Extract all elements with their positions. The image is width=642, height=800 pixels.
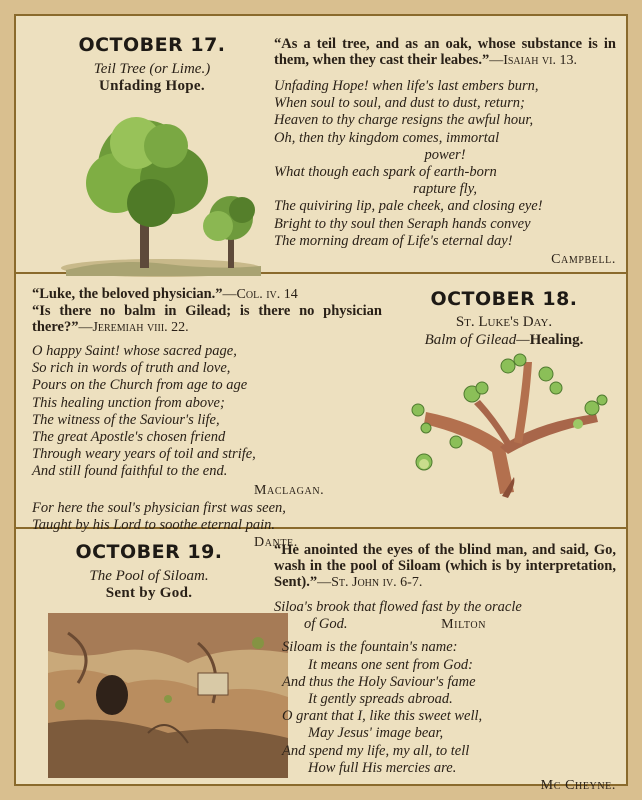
poem-line: It means one sent from God: xyxy=(308,656,473,673)
poem-line: How full His mercies are. xyxy=(308,759,457,776)
entry-subtitle: Teil Tree (or Lime.) xyxy=(93,61,211,77)
entry-subtitle: St. Luke's Day. xyxy=(455,314,553,330)
scripture-reference: —Jeremiah viii. 22. xyxy=(78,320,189,335)
scripture-reference: —Col. iv. 14 xyxy=(222,287,298,302)
entry-october-17 xyxy=(16,16,626,272)
entry-october-18 xyxy=(16,274,626,551)
entry-theme-emphasis: Healing. xyxy=(529,332,584,348)
poem-line: of God. xyxy=(304,616,348,633)
poem-line: The quiviring lip, pale cheek, and closing eye! xyxy=(274,198,543,215)
poem-author: Maclagan. xyxy=(254,482,325,498)
poem-line: Oh, then thy kingdom comes, immortal xyxy=(274,129,500,146)
scripture-quote: “Is there no balm in Gilead; is there no physician there?” xyxy=(32,303,382,335)
poem-line: Siloam is the fountain's name: xyxy=(282,639,458,656)
poem-line: What though each spark of earth-born xyxy=(274,164,497,181)
poem-line: power! xyxy=(424,146,466,163)
poem-line: The morning dream of Life's eternal day! xyxy=(274,232,513,249)
poem-line: Heaven to thy charge resigns the awful hour, xyxy=(274,112,534,129)
poem-line: This healing unction from above; xyxy=(32,394,225,411)
poem-author: Campbell. xyxy=(551,252,616,268)
entry-date: OCTOBER 18. xyxy=(430,288,578,310)
poem-line: The witness of the Saviour's life, xyxy=(32,411,220,428)
scripture-reference: —Isaiah vi. 13. xyxy=(489,53,577,68)
poem-author: Dante. xyxy=(254,535,298,551)
poem-line: Bright to thy soul then Seraph hands convey xyxy=(274,215,531,232)
poem-line: O grant that I, like this sweet well, xyxy=(282,708,483,725)
poem-author: Milton xyxy=(441,617,487,633)
lime-tree-illustration xyxy=(56,108,266,278)
scripture-quote: “Luke, the beloved physician.” xyxy=(32,286,223,302)
poem-line: Unfading Hope! when life's last embers burn, xyxy=(274,78,539,94)
poem-line: So rich in words of truth and love, xyxy=(32,360,231,377)
entry-theme: Unfading Hope. xyxy=(99,78,205,94)
poem xyxy=(274,599,616,633)
poem-line: It gently spreads abroad. xyxy=(308,691,453,708)
pool-of-siloam-illustration xyxy=(48,613,288,778)
poem-line: Taught by his Lord to soothe eternal pain. xyxy=(32,516,276,533)
poem-line: For here the soul's physician first was seen, xyxy=(32,499,286,516)
entry-october-19 xyxy=(16,529,626,794)
poem-author: Mc Cheyne. xyxy=(540,778,616,794)
poem-line: Siloa's brook that flowed fast by the oracle xyxy=(274,599,522,615)
poem-line: And still found faithful to the end. xyxy=(32,463,228,480)
entry-date: OCTOBER 17. xyxy=(78,34,226,56)
poem-line: And spend my life, my all, to tell xyxy=(282,742,470,759)
poem-line: Pours on the Church from age to age xyxy=(32,377,248,394)
poem-line: And thus the Holy Saviour's fame xyxy=(282,673,476,690)
poem-line: rapture fly, xyxy=(413,181,477,198)
poem xyxy=(274,639,616,777)
scripture-quote: “As a teil tree, and as an oak, whose substance is in them, when they cast their leabes.” xyxy=(274,36,616,68)
balm-branch-illustration xyxy=(396,352,611,502)
poem-line: O happy Saint! whose sacred page, xyxy=(32,343,237,359)
poem-line: When soul to soul, and dust to dust, return; xyxy=(274,95,525,112)
entry-subtitle: The Pool of Siloam. xyxy=(89,568,209,584)
entry-theme: Sent by God. xyxy=(105,585,193,601)
poem-line: Through weary years of toil and strife, xyxy=(32,446,256,463)
scripture-quote: “He anointed the eyes of the blind man, and said, Go, wash in the pool of Siloam (which is by interpretation, Sent).” xyxy=(274,542,616,590)
poem-line: May Jesus' image bear, xyxy=(308,725,444,742)
poem xyxy=(274,78,616,250)
poem-line: The great Apostle's chosen friend xyxy=(32,429,226,446)
scripture-reference: —St. John iv. 6-7. xyxy=(317,575,423,590)
entry-date: OCTOBER 19. xyxy=(75,541,223,563)
poem xyxy=(32,343,382,481)
entry-theme: Balm of Gilead— xyxy=(424,332,530,348)
